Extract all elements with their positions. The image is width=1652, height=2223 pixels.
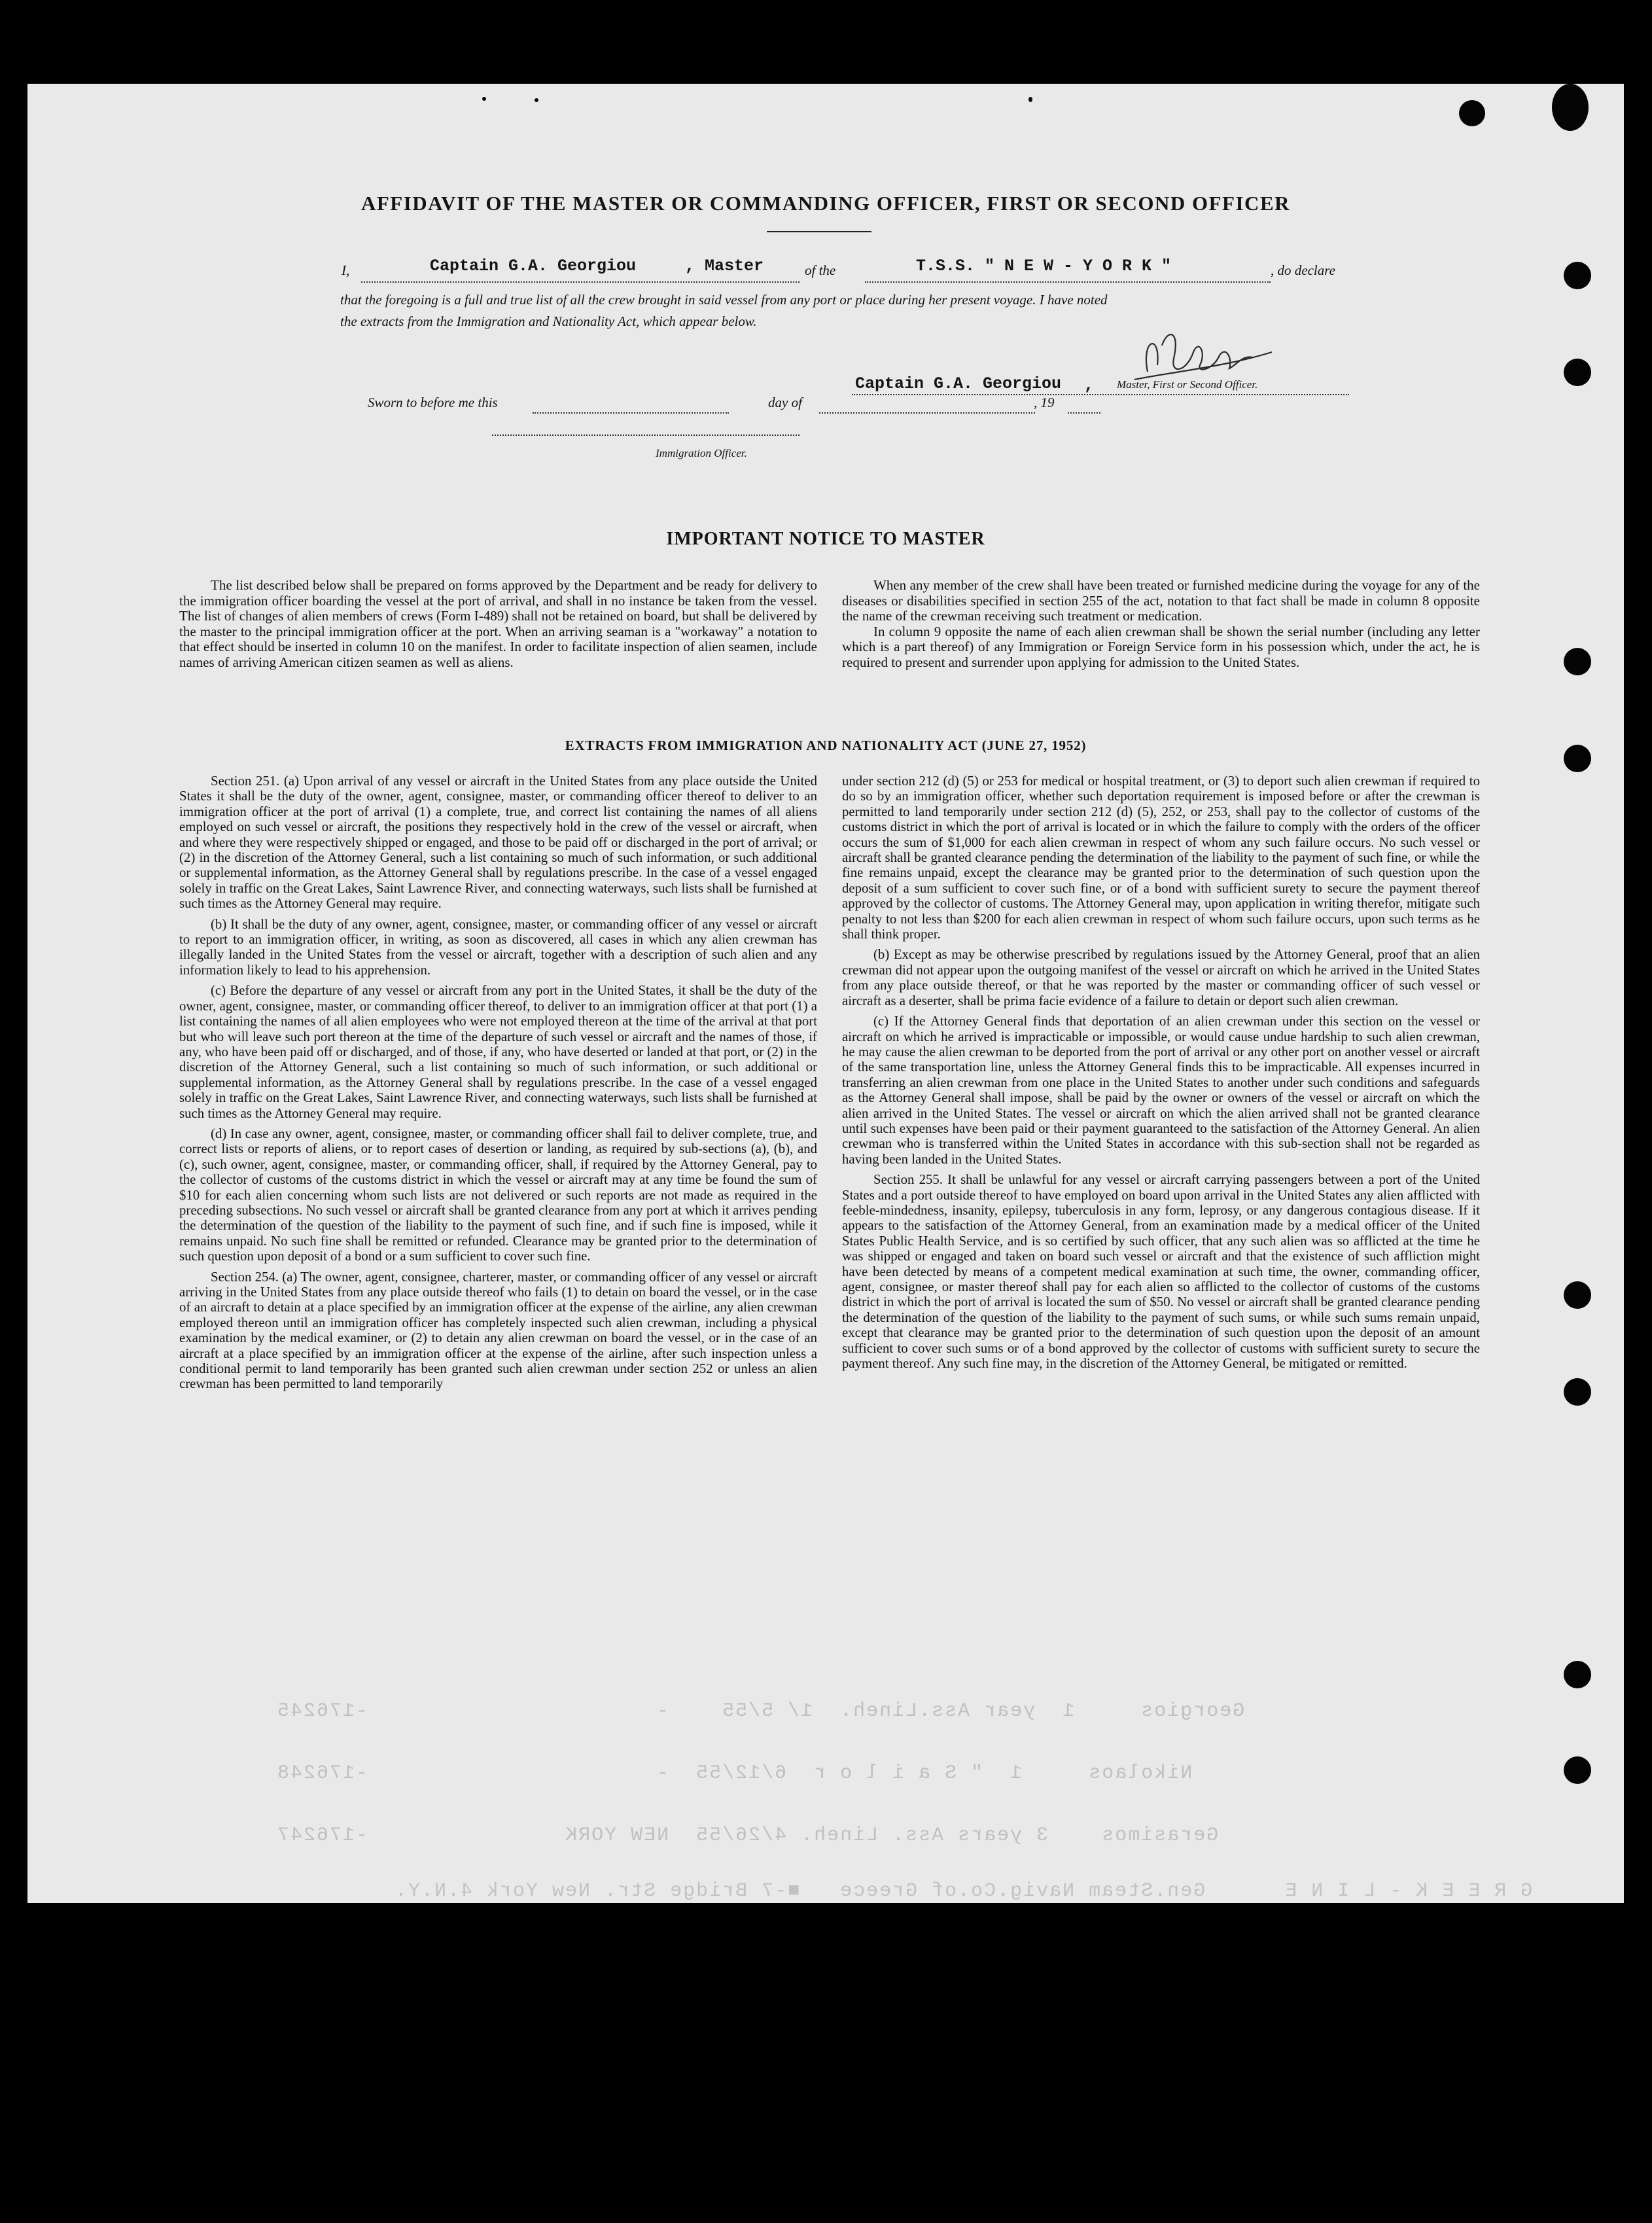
section-251-d: (d) In case any owner, agent, consignee, master, or commanding officer shall fail to deliver complete, true, and correct lists or reports of aliens, or to report cases of desertion or landing, as required by sub-sections (a), (b), and (c), such owner, agent, consignee, master, or commanding officer, shall, if required by the Attorney General, pay to the collector of customs of the customs district in which the vessel or aircraft may at any time be found the sum of $10 for each alien concerning whom such lists are not delivered or such reports are not made as required in the preceding subsections. No such vessel or aircraft shall be granted clearance from any port at which it arrives pending the determination of the question of the liability to the payment of such fine, and if such fine is imposed, while it remains unpaid. No such fine shall be remitted or refunded. Clearance may be granted prior to the determination of such question upon deposit of a bond or a sum sufficient to cover such fine. — [179, 1126, 817, 1264]
sworn-label: Sworn to before me this — [368, 395, 498, 410]
signer-role: Master, First or Second Officer. — [1117, 378, 1258, 391]
bleed-through-text: Gerasimos 3 years Ass. Lineh. 4/26/55 NEW YORK -176247 — [276, 1824, 1219, 1847]
declaration-line-1: that the foregoing is a full and true list of all the crew brought in said vessel from any port or place during her present voyage. I have noted — [340, 292, 1108, 308]
signer-comma: , — [1084, 376, 1095, 395]
declaration-line-2: the extracts from the Immigration and Nationality Act, which appear below. — [340, 313, 757, 329]
punch-hole — [1564, 1281, 1591, 1309]
sworn-day-line — [533, 395, 729, 414]
section-254-b: (b) Except as may be otherwise prescribed by regulations issued by the Attorney General, proof that an alien crewman did not appear upon the outgoing manifest of the vessel or aircraft on which he arrived in the United States from any place outside thereof, or that he was reported by the master or commanding officer of such vessel or aircraft as a deserter, shall be prima facie evidence of a failure to detain or deport such alien crewman. — [842, 947, 1480, 1008]
year-prefix: , 19 — [1034, 395, 1055, 410]
section-251-a: Section 251. (a) Upon arrival of any vessel or aircraft in the United States from any place outside the United States it shall be the duty of the owner, agent, consignee, master, or commanding officer thereof to deliver to an immigration officer at the port of arrival (1) a complete, true, and correct list containing the names of all aliens employed on such vessel or aircraft, the positions they respectively hold in the crew of the vessel or aircraft, when and where they were respectively shipped or engaged, and those to be paid off or discharged in the port of arrival; or (2) in the discretion of the Attorney General, such a list containing so much of such information, or such additional or supplemental information, as the Attorney General shall by regulations prescribe. In the case of a vessel engaged solely in traffic on the Great Lakes, Saint Lawrence River, and connecting waterways, such lists shall be furnished at such times as the Attorney General may require. — [179, 774, 817, 912]
punch-hole — [1459, 100, 1485, 126]
punch-hole — [1564, 1661, 1591, 1688]
punch-hole — [1564, 359, 1591, 386]
punch-hole — [1564, 1378, 1591, 1406]
signer-line — [852, 377, 1349, 395]
notice-left-paragraph: The list described below shall be prepared on forms approved by the Department and be ready for delivery to the immigration officer boarding the vessel at the port of arrival, and shall in no instance be taken from the vessel. The list of changes of alien members of crews (Form I-489) shall not be retained on board, but shall be delivered by the master to the principal immigration officer at the port. When an arriving seaman is a "workaway" a notation to that effect should be inserted in column 10 on the manifest. In order to facilitate inspection of alien seamen, include names of arriving American citizen seamen as well as aliens. — [179, 577, 817, 670]
notice-right-column — [842, 578, 1480, 676]
immigration-officer-label: Immigration Officer. — [656, 447, 747, 459]
title-underline — [767, 231, 871, 232]
punch-hole — [1564, 648, 1591, 675]
master-rank: , Master — [685, 257, 764, 276]
document-page — [27, 84, 1624, 1903]
ink-speck — [482, 97, 486, 101]
master-name: Captain G.A. Georgiou — [430, 257, 637, 276]
extracts-heading: EXTRACTS FROM IMMIGRATION AND NATIONALITY ACT (JUNE 27, 1952) — [565, 738, 1087, 753]
signer-name: Captain G.A. Georgiou — [855, 374, 1062, 393]
year-fill-line — [1068, 395, 1100, 414]
notice-right-paragraph-2: In column 9 opposite the name of each alien crewman shall be shown the serial number (including any letter which is a part thereof) of any Immigration or Foreign Service form in his possession which, under the act, he is required to present and surrender upon applying for admission to the United States. — [842, 623, 1480, 670]
section-251-b: (b) It shall be the duty of any owner, agent, consignee, master, or commanding officer of any vessel or aircraft to report to an immigration officer, in writing, as soon as discovered, all cases in which any alien crewman has illegally landed in the United States from the vessel or aircraft, together with a description of such alien and any information likely to lead to his apprehension. — [179, 916, 817, 978]
section-251-c: (c) Before the departure of any vessel or aircraft from any port in the United States, it shall be the duty of the owner, agent, consignee, master, or commanding officer thereof, to deliver to an immigration officer at that port (1) a list containing the names of all alien employees who were not employed thereon at the time of the arrival at that port but who will leave such port thereon at the time of the departure of such vessel or aircraft and the names of those, if any, who have been paid off or discharged, and of those, if any, who have deserted or landed at that port, or (2) in the discretion of the Attorney General, such a list containing so much of such information, or such additional or supplemental information, as the Attorney General shall by regulations prescribe. In the case of a vessel engaged solely in traffic on the Great Lakes, Saint Lawrence River, and connecting waterways, such lists shall be furnished at such times as the Attorney General may require. — [179, 983, 817, 1121]
sworn-month-line — [819, 395, 1035, 414]
master-signature — [1121, 326, 1278, 385]
declaration-prefix: I, — [342, 262, 350, 278]
punch-hole — [1552, 84, 1589, 131]
do-declare-label: , do declare — [1271, 262, 1335, 278]
section-254-a-continued: under section 212 (d) (5) or 253 for medical or hospital treatment, or (3) to deport such alien crewman if required to do so by an immigration officer, whether such deportation requirement is imposed before or after the crewman is permitted to land temporarily under section 212 (d) (5), 252, or 253, shall pay to the collector of customs of the customs district in which the port of arrival is located or in which the failure to comply with the orders of the officer occurs the sum of $1,000 for each alien crewman in respect of whom any such failure occurs. No such vessel or aircraft shall be granted clearance pending the determination of the liability to the payment of such fine, or while the fine remains unpaid, except the clearance may be granted prior to the determination of such question upon the deposit of a sum sufficient to cover such fine, or of a bond with sufficient surety to secure the payment thereof approved by the collector of customs. The Attorney General may, upon application in writing therefor, mitigate such penalty to not less than $200 for each alien crewman in respect of whom such failure occurs, upon such terms as he shall think proper. — [842, 774, 1480, 942]
section-255: Section 255. It shall be unlawful for any vessel or aircraft carrying passengers between a port of the United States and a port outside thereof to have employed on board upon arrival in the United States any alien afflicted with feeble-mindedness, insanity, epilepsy, tuberculosis in any form, leprosy, or any dangerous contagious disease. If it appears to the satisfaction of the Attorney General, from an examination made by a medical officer of the United States Public Health Service, and is so certified by such officer, that any such alien was so afflicted at the time he was shipped or engaged and taken on board such vessel or aircraft and that the existence of such affliction might have been detected by means of a competent medical examination at such time, the owner, commanding officer, agent, consignee, or master thereof shall pay for each alien so afflicted to the collector of customs of the customs district in which the port of arrival is located the sum of $50. No vessel or aircraft shall be granted clearance pending the determination of the question of the liability to the payment of such sums, or while such sums remain unpaid, except that clearance may be granted prior to the determination of such question upon the deposit of an amount sufficient to cover such sums or of a bond approved by the collector of customs with sufficient surety to secure the payment thereof. Any such fine may, in the discretion of the Attorney General, be mitigated or remitted. — [842, 1172, 1480, 1372]
of-the-label: of the — [805, 262, 836, 278]
punch-hole — [1564, 1756, 1591, 1784]
affidavit-title: AFFIDAVIT OF THE MASTER OR COMMANDING OFFICER, FIRST OR SECOND OFFICER — [360, 192, 1291, 215]
punch-hole — [1564, 262, 1591, 289]
bleed-through-text: Nikolaos 1 " S a i l o r 6/12/55 - -176248 — [276, 1762, 1193, 1785]
extracts-right-column — [842, 774, 1480, 1376]
officer-signature-line — [492, 418, 800, 436]
vessel-name: T.S.S. " N E W - Y O R K " — [916, 257, 1172, 276]
ink-speck — [1028, 97, 1032, 102]
notice-right-paragraph-1: When any member of the crew shall have been treated or furnished medicine during the voyage for any of the diseases or disabilities specified in section 255 of the act, notation to that fact shall be made in column 8 opposite the name of the crewman receiving such treatment or medication. — [842, 577, 1480, 624]
notice-left-column — [179, 578, 817, 676]
extracts-left-column — [179, 774, 817, 1397]
day-of-label: day of — [768, 395, 802, 410]
notice-heading: IMPORTANT NOTICE TO MASTER — [666, 529, 985, 549]
bleed-through-text: G R E E K - L I N E Gen.Steam Navig.Co.of Greece ■-7 Bridge Str. New York 4.N.Y. — [394, 1880, 1533, 1902]
section-254-c: (c) If the Attorney General finds that deportation of an alien crewman under this section on the vessel or aircraft on which he arrived is impracticable or impossible, or would cause undue hardship to such alien crewman, he may cause the alien crewman to be deported from the port of arrival or any other port on another vessel or aircraft of the same transportation line, unless the Attorney General finds this to be impracticable. All expenses incurred in transferring an alien crewman from one place in the United States to another under such conditions and safeguards as the Attorney General shall impose, shall be paid by the owner or owners of the vessel or aircraft on which the alien arrived in the United States. The vessel or aircraft on which the alien arrived shall not be granted clearance until such expenses have been paid or their payment guaranteed to the satisfaction of the Attorney General. An alien crewman who is transferred within the United States in accordance with this sub-section shall not be regarded as having been landed in the United States. — [842, 1014, 1480, 1167]
bleed-through-text: Georgios 1 year Ass.Lineh. 1/ 5/55 - -176245 — [276, 1700, 1245, 1722]
section-254-a: Section 254. (a) The owner, agent, consignee, charterer, master, or commanding officer of any vessel or aircraft arriving in the United States from any place outside thereof who fails (1) to detain on board the vessel, or in the case of an aircraft to detain at a place specified by an immigration officer at the expense of the airline, any alien crewman employed thereon until an immigration officer has completely inspected such alien crewman, including a physical examination by the medical examiner, or (2) to detain any alien crewman on board the vessel, or in the case of an aircraft at a place specified by an immigration officer at the expense of the airline, after such inspection unless a conditional permit to land temporarily has been granted such alien crewman under section 252 or unless an alien crewman has been permitted to land temporarily — [179, 1269, 817, 1392]
ink-speck — [535, 98, 538, 102]
